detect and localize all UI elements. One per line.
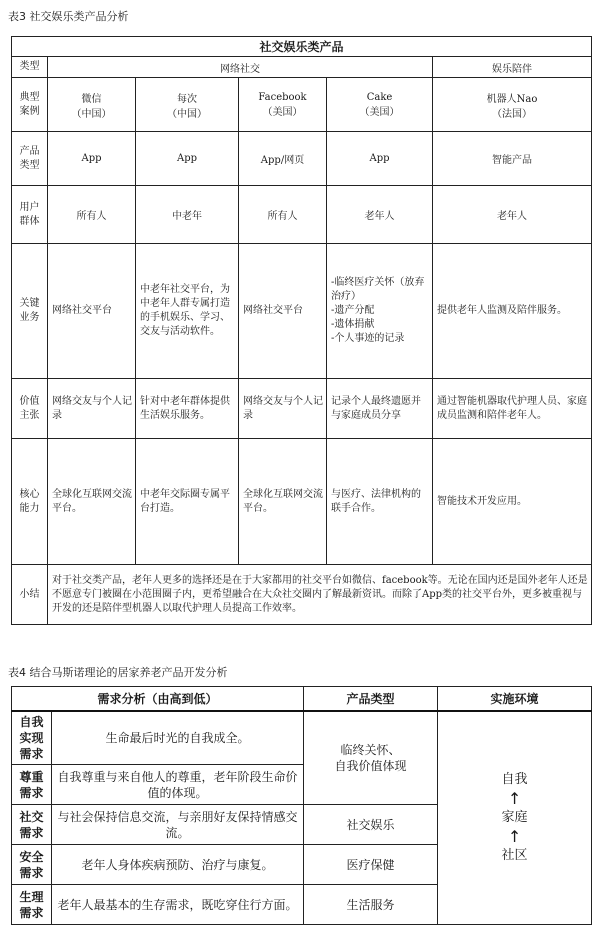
type-label: 类型 <box>12 57 48 78</box>
product-type-hospice: 临终关怀、 自我价值体现 <box>304 711 438 805</box>
need-description: 生命最后时光的自我成全。 <box>52 711 304 765</box>
group-network-social: 网络社交 <box>48 57 433 78</box>
product-type-cell: App <box>48 132 136 186</box>
user-group-cell: 中老年 <box>136 186 239 244</box>
user-group-cell: 所有人 <box>48 186 136 244</box>
key-business-cell: 网络社交平台 <box>239 244 327 379</box>
row-label-value-proposition: 价值 主张 <box>12 379 48 439</box>
table4-caption: 表4 结合马斯诺理论的居家养老产品开发分析 <box>8 666 228 679</box>
value-proposition-cell: 记录个人最终遗愿并与家庭成员分享 <box>327 379 433 439</box>
product-type-cell: App <box>327 132 433 186</box>
case-cell: 机器人Nao （法国） <box>433 78 592 132</box>
core-capability-cell: 全球化互联网交流平台。 <box>239 439 327 565</box>
arrow-up-icon: ↑ <box>507 788 522 808</box>
case-cell: Facebook （美国） <box>239 78 327 132</box>
user-group-cell: 老年人 <box>327 186 433 244</box>
case-cell: Cake （美国） <box>327 78 433 132</box>
summary-label: 小结 <box>12 565 48 625</box>
need-esteem: 尊重 需求 <box>12 765 52 805</box>
value-proposition-cell: 网络交友与个人记录 <box>48 379 136 439</box>
need-description: 与社会保持信息交流，与亲朋好友保持情感交流。 <box>52 805 304 845</box>
need-description: 自我尊重与来自他人的尊重，老年阶段生命价值的体现。 <box>52 765 304 805</box>
row-label-product-type: 产品 类型 <box>12 132 48 186</box>
env-family: 家庭 <box>501 809 528 825</box>
header-environment: 实施环境 <box>438 687 592 711</box>
need-description: 老年人最基本的生存需求，既吃穿住行方面。 <box>52 885 304 925</box>
row-label-core-capability: 核心 能力 <box>12 439 48 565</box>
user-group-cell: 老年人 <box>433 186 592 244</box>
product-type-healthcare: 医疗保健 <box>304 845 438 885</box>
environment-diagram <box>438 711 592 925</box>
env-self: 自我 <box>501 771 528 787</box>
need-physiological: 生理 需求 <box>12 885 52 925</box>
case-cell: 微信 （中国） <box>48 78 136 132</box>
user-group-cell: 所有人 <box>239 186 327 244</box>
key-business-cell: 中老年社交平台，为中老年人群专属打造的手机娱乐、学习、交友与活动软件。 <box>136 244 239 379</box>
core-capability-cell: 智能技术开发应用。 <box>433 439 592 565</box>
product-type-cell: App/网页 <box>239 132 327 186</box>
core-capability-cell: 与医疗、法律机构的联手合作。 <box>327 439 433 565</box>
summary-text: 对于社交类产品，老年人更多的选择还是在于大家都用的社交平台如微信、facebook等。无论在国内还是国外老年人还是不愿意专门被圈在小范围圈子内，更希望融合在大众社交圈内了解最新资讯。而除了App类的社交平台外，更多被重视与开发的还是陪伴型机器人以取代护理人员提高工作效率。 <box>48 565 592 625</box>
value-proposition-cell: 针对中老年群体提供生活娱乐服务。 <box>136 379 239 439</box>
need-social: 社交 需求 <box>12 805 52 845</box>
case-cell: 每次 （中国） <box>136 78 239 132</box>
row-label-user-group: 用户 群体 <box>12 186 48 244</box>
row-label-cases: 典型 案例 <box>12 78 48 132</box>
key-business-cell: 网络社交平台 <box>48 244 136 379</box>
core-capability-cell: 中老年交际圈专属平台打造。 <box>136 439 239 565</box>
social-entertainment-product-table <box>11 36 592 625</box>
value-proposition-cell: 通过智能机器取代护理人员、家庭成员监测和陪伴老年人。 <box>433 379 592 439</box>
maslow-home-care-table <box>11 686 592 925</box>
core-capability-cell: 全球化互联网交流平台。 <box>48 439 136 565</box>
key-business-cell: -临终医疗关怀（放弃治疗） -遗产分配 -遗体捐献 -个人事迹的记录 <box>327 244 433 379</box>
need-self-actualization: 自我 实现 需求 <box>12 711 52 765</box>
arrow-up-icon: ↑ <box>507 826 522 846</box>
table3-title: 社交娱乐类产品 <box>12 37 592 57</box>
need-safety: 安全 需求 <box>12 845 52 885</box>
product-type-cell: App <box>136 132 239 186</box>
header-product-type: 产品类型 <box>304 687 438 711</box>
row-label-key-business: 关键 业务 <box>12 244 48 379</box>
product-type-life-services: 生活服务 <box>304 885 438 925</box>
key-business-cell: 提供老年人监测及陪伴服务。 <box>433 244 592 379</box>
product-type-social-entertainment: 社交娱乐 <box>304 805 438 845</box>
table3-caption: 表3 社交娱乐类产品分析 <box>8 10 129 23</box>
need-description: 老年人身体疾病预防、治疗与康复。 <box>52 845 304 885</box>
header-needs-analysis: 需求分析（由高到低） <box>12 687 304 711</box>
env-community: 社区 <box>501 847 528 863</box>
value-proposition-cell: 网络交友与个人记录 <box>239 379 327 439</box>
product-type-cell: 智能产品 <box>433 132 592 186</box>
group-entertainment: 娱乐陪伴 <box>433 57 592 78</box>
